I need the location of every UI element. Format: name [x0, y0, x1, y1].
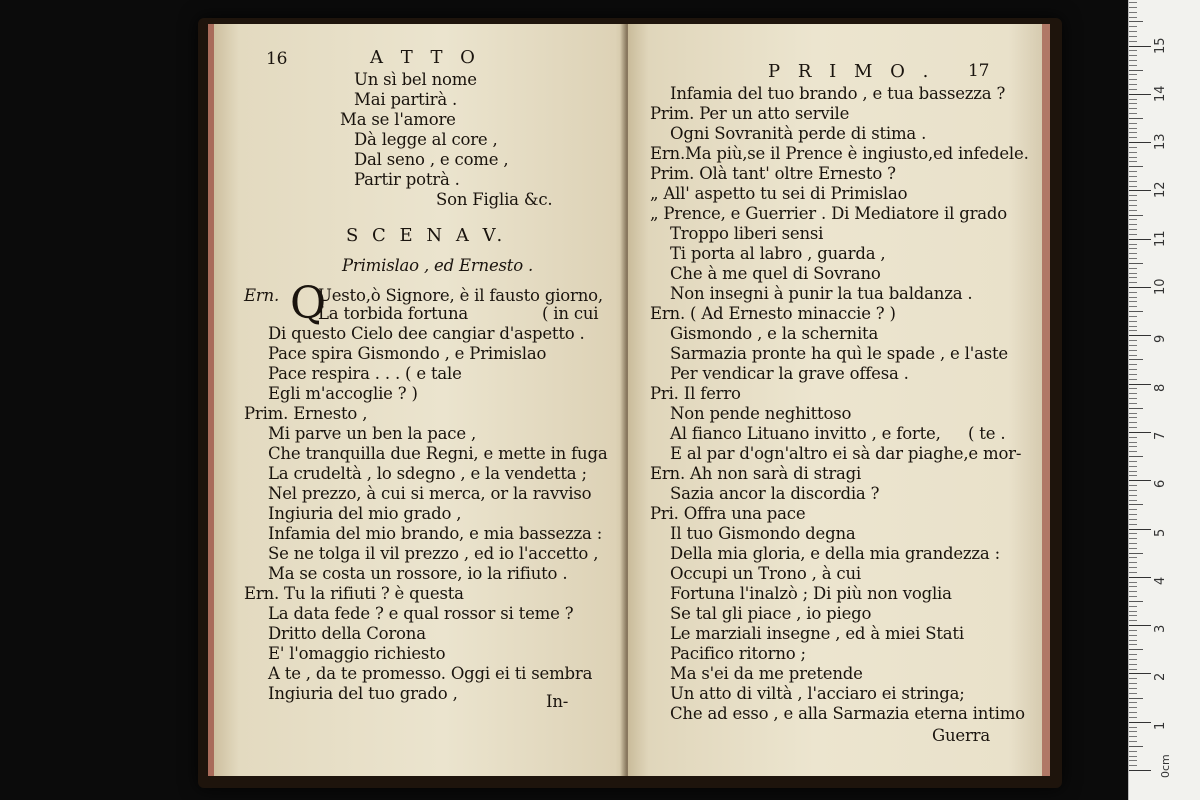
ruler-tick [1129, 417, 1137, 418]
ruler-tick [1129, 17, 1137, 18]
ruler-tick [1129, 60, 1137, 61]
ruler-tick [1129, 615, 1137, 616]
ruler-number: 4 [1153, 576, 1168, 585]
ruler-number: 10 [1153, 278, 1168, 295]
ruler-tick [1129, 495, 1137, 496]
ruler-tick [1129, 190, 1151, 191]
ruler-tick [1129, 176, 1137, 177]
ruler-tick [1129, 215, 1143, 216]
ruler-tick [1129, 490, 1137, 491]
ruler-tick [1129, 384, 1151, 385]
ruler-number: 5 [1153, 528, 1168, 537]
ruler-tick [1129, 50, 1137, 51]
ruler-tick [1129, 688, 1137, 689]
page-number: 16 [266, 49, 288, 69]
ruler-tick [1129, 519, 1137, 520]
text-line: Occupi un Trono , à cui [670, 564, 861, 583]
ruler-tick [1129, 746, 1143, 747]
text-line: Non pende neghittoso [670, 404, 852, 423]
ruler-tick [1129, 548, 1137, 549]
ruler-tick [1129, 229, 1137, 230]
ruler-unit-label: 0cm [1159, 754, 1172, 778]
ruler-tick [1129, 717, 1137, 718]
text-line: Nel prezzo, à cui si merca, or la ravviso [268, 484, 592, 503]
ruler-number: 8 [1153, 383, 1168, 392]
text-line: Prim. Ernesto , [244, 404, 368, 423]
text-line: Che ad esso , e alla Sarmazia eterna intimo [670, 704, 1025, 723]
ruler-tick [1129, 591, 1137, 592]
ruler-tick [1129, 727, 1137, 728]
ruler-tick [1129, 388, 1137, 389]
ruler-tick [1129, 398, 1137, 399]
ruler-tick [1129, 698, 1143, 699]
ruler-tick [1129, 94, 1151, 95]
ruler-tick [1129, 582, 1137, 583]
ruler-tick [1129, 205, 1137, 206]
left-page [208, 24, 632, 776]
ruler-tick [1129, 475, 1137, 476]
ruler-tick [1129, 123, 1137, 124]
text-line: ( te . [968, 424, 1006, 443]
ruler-tick [1129, 171, 1137, 172]
ruler-tick [1129, 142, 1151, 143]
ruler-tick [1129, 702, 1137, 703]
text-line: Pace spira Gismondo , e Primislao [268, 344, 547, 363]
text-line: „ Prence, e Guerrier . Di Mediatore il grado [650, 204, 1008, 223]
ruler-tick [1129, 611, 1137, 612]
text-line: Pacifico ritorno ; [670, 644, 806, 663]
catchword: In- [546, 692, 569, 711]
ruler-tick [1129, 649, 1143, 650]
running-head: A T T O [370, 47, 481, 68]
ruler-tick [1129, 244, 1137, 245]
ruler-tick [1129, 74, 1137, 75]
ruler-tick [1129, 345, 1137, 346]
text-line: Non insegni à punir la tua baldanza . [670, 284, 973, 303]
ruler-tick [1129, 533, 1137, 534]
text-line: Della mia gloria, e della mia grandezza : [670, 544, 1000, 563]
ruler-tick [1129, 2, 1137, 3]
ruler-number: 14 [1153, 85, 1168, 102]
ruler-tick [1129, 456, 1143, 457]
ruler-tick [1129, 113, 1137, 114]
ruler-tick [1129, 557, 1137, 558]
text-line: Il tuo Gismondo degna [670, 524, 856, 543]
text-line: La torbida fortuna [318, 304, 469, 323]
text-line: Troppo liberi sensi [670, 224, 824, 243]
ruler-tick [1129, 108, 1137, 109]
text-line: Che tranquilla due Regni, e mette in fuga [268, 444, 608, 463]
ruler-tick [1129, 427, 1137, 428]
text-line: Pace respira . . . ( e tale [268, 364, 462, 383]
ruler-tick [1129, 712, 1137, 713]
ruler-tick [1129, 606, 1137, 607]
ruler-tick [1129, 181, 1137, 182]
text-line: Al fianco Lituano invitto , e forte, [670, 424, 941, 443]
text-line: Se ne tolga il vil prezzo , ed io l'accetto , [268, 544, 599, 563]
ruler-tick [1129, 731, 1137, 732]
ruler-tick [1129, 12, 1137, 13]
ruler-tick [1129, 210, 1137, 211]
text-line: E' l'omaggio richiesto [268, 644, 446, 663]
ruler-tick [1129, 461, 1137, 462]
ruler-tick [1129, 756, 1137, 757]
ruler-tick [1129, 683, 1137, 684]
ruler-tick [1129, 21, 1143, 22]
ruler-tick [1129, 596, 1137, 597]
ruler-tick [1129, 446, 1137, 447]
ruler-tick [1129, 282, 1137, 283]
ruler-tick [1129, 118, 1143, 119]
ruler-tick [1129, 186, 1137, 187]
ruler-tick [1129, 586, 1137, 587]
ruler-tick [1129, 451, 1137, 452]
ruler-tick [1129, 292, 1137, 293]
text-line: Di questo Cielo dee cangiar d'aspetto . [268, 324, 585, 343]
text-line: Infamia del tuo brando , e tua bassezza ? [670, 84, 1006, 103]
text-line: Sarmazia pronte ha quì le spade , e l'aste [670, 344, 1008, 363]
ruler-tick [1129, 736, 1137, 737]
ruler-tick [1129, 509, 1137, 510]
ruler-number: 11 [1153, 230, 1168, 247]
ruler-tick [1129, 480, 1151, 481]
ruler-tick [1129, 760, 1137, 761]
text-line: Ma se l'amore [340, 110, 456, 129]
ruler-tick [1129, 678, 1137, 679]
text-line: Ingiuria del tuo grado , [268, 684, 458, 703]
ruler-tick [1129, 654, 1137, 655]
ruler-tick [1129, 693, 1137, 694]
ruler-tick [1129, 741, 1137, 742]
ruler-tick [1129, 89, 1137, 90]
ruler-tick [1129, 422, 1137, 423]
ruler-tick [1129, 253, 1137, 254]
ruler-tick [1129, 577, 1151, 578]
ruler-tick [1129, 538, 1137, 539]
text-line: Ern. ( Ad Ernesto minaccie ? ) [650, 304, 896, 323]
ruler-tick [1129, 132, 1137, 133]
ruler-tick [1129, 65, 1137, 66]
ruler-tick [1129, 350, 1137, 351]
ruler-tick [1129, 751, 1137, 752]
ruler-tick [1129, 514, 1137, 515]
text-line: Dal seno , e come , [354, 150, 509, 169]
ruler-tick [1129, 369, 1137, 370]
ruler-tick [1129, 84, 1137, 85]
ruler-tick [1129, 673, 1151, 674]
text-line: Pri. Offra una pace [650, 504, 806, 523]
text-line: Uesto,ò Signore, è il fausto giorno, [318, 286, 603, 305]
ruler-tick [1129, 393, 1137, 394]
ruler-tick [1129, 330, 1137, 331]
text-line: Infamia del mio brando, e mia bassezza : [268, 524, 603, 543]
ruler-tick [1129, 442, 1137, 443]
scene-heading: S C E N A V. [346, 225, 507, 246]
ruler-tick [1129, 258, 1137, 259]
text-line: Son Figlia &c. [436, 190, 553, 209]
text-line: Ogni Sovranità perde di stima . [670, 124, 927, 143]
ruler-tick [1129, 359, 1143, 360]
ruler-tick [1129, 500, 1137, 501]
ruler-tick [1129, 374, 1137, 375]
text-line: Un sì bel nome [354, 70, 477, 89]
text-line: La data fede ? e qual rossor si teme ? [268, 604, 574, 623]
ruler-tick [1129, 524, 1137, 525]
ruler-tick [1129, 166, 1143, 167]
ruler-number: 3 [1153, 624, 1168, 634]
ruler-tick [1129, 55, 1137, 56]
ruler-tick [1129, 287, 1151, 288]
text-line: Ma s'ei da me pretende [670, 664, 863, 683]
text-line: Fortuna l'inalzò ; Di più non voglia [670, 584, 952, 603]
page-number: 17 [968, 61, 990, 81]
measuring-ruler [1128, 0, 1200, 800]
ruler-tick [1129, 659, 1137, 660]
text-line: „ All' aspetto tu sei di Primislao [650, 184, 908, 203]
ruler-tick [1129, 630, 1137, 631]
ruler-tick [1129, 620, 1137, 621]
text-line: Le marziali insegne , ed à miei Stati [670, 624, 964, 643]
running-head: P R I M O . [768, 61, 935, 82]
text-line: Se tal gli piace , io piego [670, 604, 872, 623]
ruler-tick [1129, 640, 1137, 641]
ruler-tick [1129, 466, 1137, 467]
ruler-tick [1129, 529, 1151, 530]
ruler-tick [1129, 239, 1151, 240]
ruler-tick [1129, 408, 1143, 409]
ruler-tick [1129, 770, 1151, 771]
ruler-tick [1129, 297, 1137, 298]
ruler-tick [1129, 635, 1137, 636]
ruler-tick [1129, 669, 1137, 670]
ruler-tick [1129, 46, 1151, 47]
scene-characters: Primislao , ed Ernesto . [342, 256, 534, 275]
ruler-tick [1129, 543, 1137, 544]
ruler-tick [1129, 403, 1137, 404]
ruler-tick [1129, 26, 1137, 27]
text-line: Ern. Ah non sarà di stragi [650, 464, 862, 483]
ruler-tick [1129, 601, 1143, 602]
ruler-tick [1129, 263, 1143, 264]
ruler-tick [1129, 379, 1137, 380]
ruler-number: 7 [1153, 431, 1168, 440]
ruler-tick [1129, 625, 1151, 626]
ruler-tick [1129, 36, 1137, 37]
ruler-tick [1129, 152, 1137, 153]
text-line: Partir potrà . [354, 170, 460, 189]
ruler-tick [1129, 277, 1137, 278]
ruler-tick [1129, 99, 1137, 100]
text-line: Per vendicar la grave offesa . [670, 364, 909, 383]
ruler-tick [1129, 200, 1137, 201]
ruler-tick [1129, 562, 1137, 563]
text-line: Ingiuria del mio grado , [268, 504, 462, 523]
ruler-tick [1129, 504, 1143, 505]
ruler-tick [1129, 306, 1137, 307]
ruler-tick [1129, 41, 1137, 42]
ruler-tick [1129, 219, 1137, 220]
ruler-tick [1129, 273, 1137, 274]
ruler-number: 6 [1153, 479, 1168, 489]
ruler-tick [1129, 664, 1137, 665]
speaker-label: Ern. [244, 286, 280, 305]
text-line: Mi parve un ben la pace , [268, 424, 476, 443]
text-line: Sazia ancor la discordia ? [670, 484, 880, 503]
text-line: Prim. Olà tant' oltre Ernesto ? [650, 164, 896, 183]
text-line: Ma se costa un rossore, io la rifiuto . [268, 564, 568, 583]
ruler-tick [1129, 301, 1137, 302]
ruler-tick [1129, 103, 1137, 104]
text-line: Prim. Per un atto servile [650, 104, 850, 123]
text-line: Che à me quel di Sovrano [670, 264, 881, 283]
text-line: ( in cui [542, 304, 599, 323]
text-line: Dritto della Corona [268, 624, 426, 643]
ruler-tick [1129, 572, 1137, 573]
ruler-tick [1129, 157, 1137, 158]
ruler-tick [1129, 224, 1137, 225]
ruler-tick [1129, 311, 1143, 312]
ruler-tick [1129, 248, 1137, 249]
text-line: Pri. Il ferro [650, 384, 741, 403]
ruler-tick [1129, 79, 1137, 80]
ruler-tick [1129, 335, 1151, 336]
ruler-tick [1129, 147, 1137, 148]
ruler-number: 15 [1153, 36, 1168, 54]
text-line: Gismondo , e la schernita [670, 324, 879, 343]
ruler-tick [1129, 195, 1137, 196]
ruler-tick [1129, 707, 1137, 708]
ruler-number: 1 [1153, 721, 1168, 730]
ruler-number: 12 [1153, 181, 1168, 199]
text-line: A te , da te promesso. Oggi ei ti sembra [268, 664, 593, 683]
ruler-number: 9 [1153, 335, 1168, 344]
ruler-tick [1129, 234, 1137, 235]
ruler-tick [1129, 765, 1137, 766]
text-line: Dà legge al core , [354, 130, 498, 149]
ruler-tick [1129, 137, 1137, 138]
catchword: Guerra [932, 726, 990, 745]
text-line: Un atto di viltà , l'acciaro ei stringa; [670, 684, 965, 703]
text-line: Mai partirà . [354, 90, 458, 109]
ruler-tick [1129, 161, 1137, 162]
text-line: Ern.Ma più,se il Prence è ingiusto,ed infedele. [650, 144, 1029, 163]
ruler-tick [1129, 413, 1137, 414]
ruler-tick [1129, 70, 1143, 71]
ruler-tick [1129, 485, 1137, 486]
ruler-tick [1129, 268, 1137, 269]
text-line: E al par d'ogn'altro ei sà dar piaghe,e mor- [670, 444, 1022, 463]
drop-cap: Q [290, 278, 327, 329]
text-line: Egli m'accoglie ? ) [268, 384, 418, 403]
ruler-tick [1129, 355, 1137, 356]
ruler-tick [1129, 31, 1137, 32]
text-line: La crudeltà , lo sdegno , e la vendetta ; [268, 464, 587, 483]
ruler-tick [1129, 364, 1137, 365]
ruler-tick [1129, 128, 1137, 129]
ruler-tick [1129, 644, 1137, 645]
ruler-tick [1129, 340, 1137, 341]
ruler-tick [1129, 432, 1151, 433]
ruler-tick [1129, 316, 1137, 317]
ruler-number: 13 [1153, 133, 1168, 151]
ruler-number: 2 [1153, 673, 1168, 682]
text-line: Ti porta al labro , guarda , [670, 244, 886, 263]
ruler-tick [1129, 553, 1143, 554]
ruler-tick [1129, 437, 1137, 438]
ruler-tick [1129, 321, 1137, 322]
ruler-tick [1129, 567, 1137, 568]
ruler-tick [1129, 471, 1137, 472]
right-page [628, 24, 1050, 776]
ruler-tick [1129, 7, 1137, 8]
text-line: Ern. Tu la rifiuti ? è questa [244, 584, 464, 603]
ruler-tick [1129, 326, 1137, 327]
ruler-tick [1129, 722, 1151, 723]
